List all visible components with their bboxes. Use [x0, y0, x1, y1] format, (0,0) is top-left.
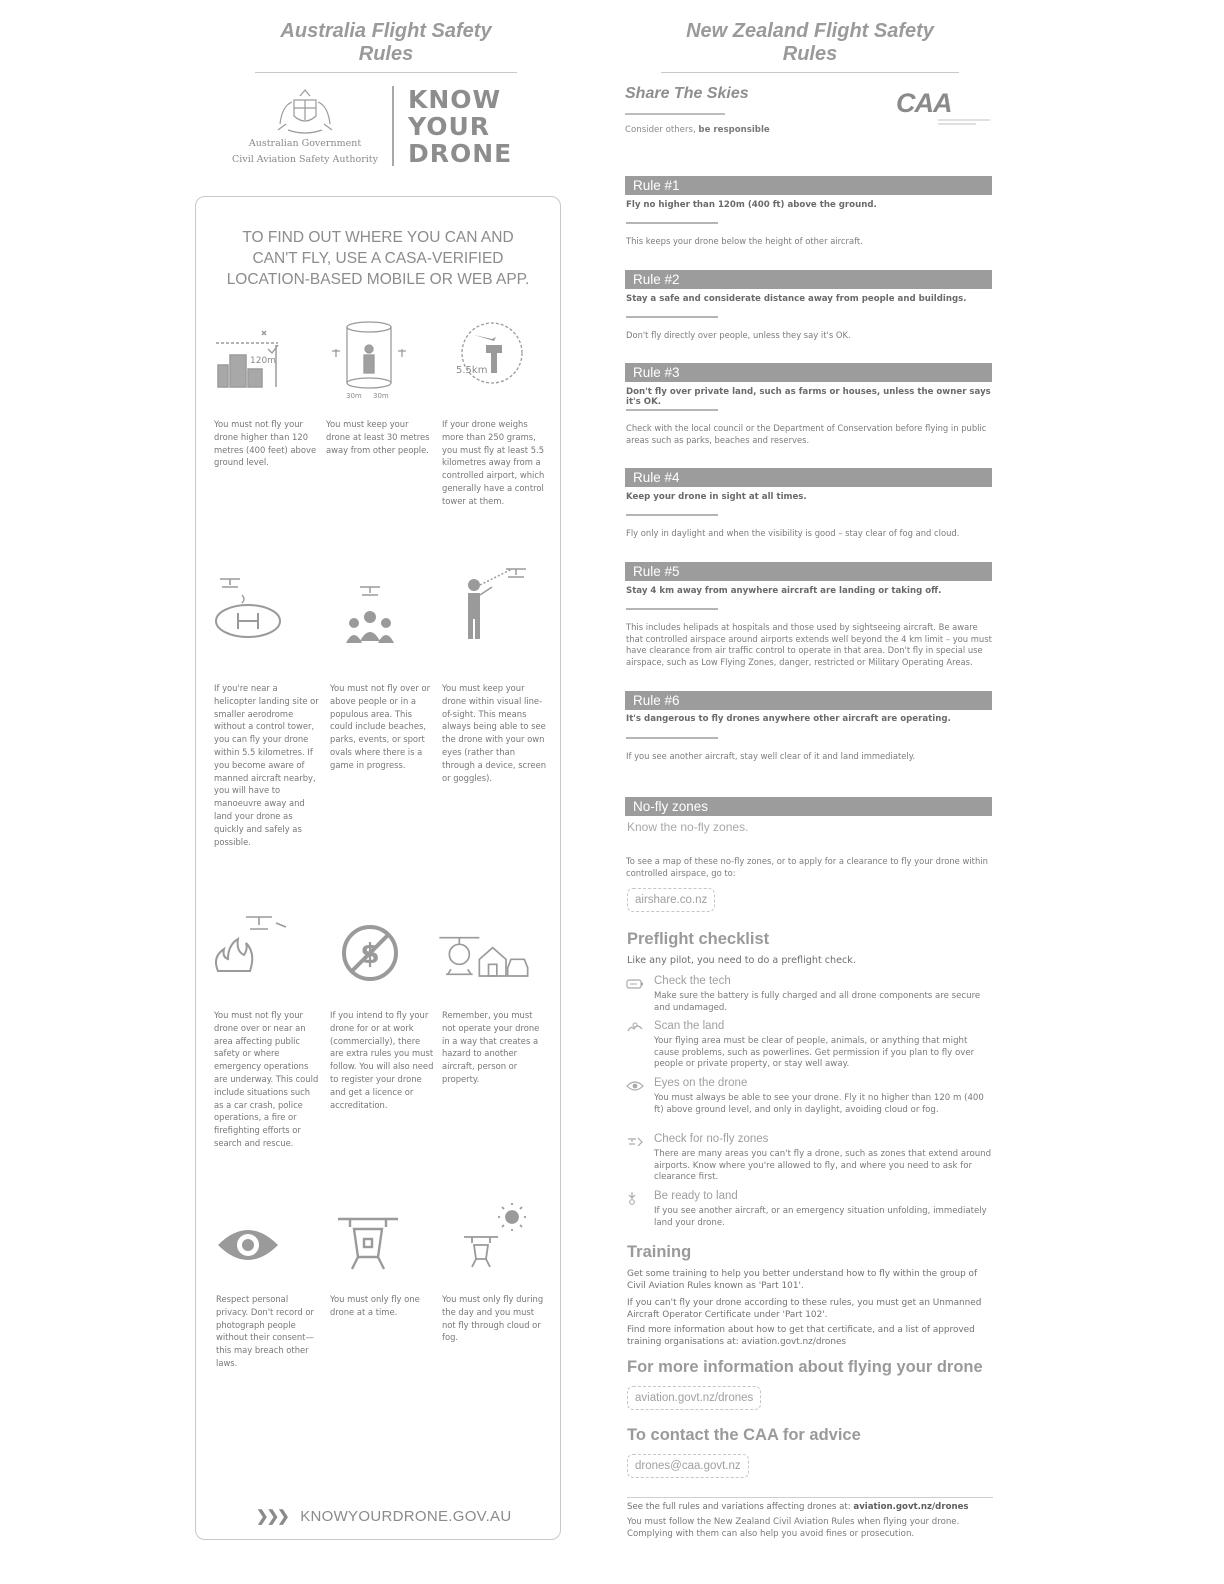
- nz-footer-divider: [627, 1497, 993, 1498]
- rule-3-body: Check with the local council or the Department of Conservation before flying in public areas such as parks, beaches and reserves.: [626, 423, 987, 445]
- share-the-skies-heading: Share The Skies: [625, 85, 749, 102]
- training-p3: Find more information about how to get that certificate, and a list of approved training organisations at: aviation.govt.nz/drones: [627, 1325, 975, 1347]
- scan-land-body: Your flying area must be clear of people, animals, or anything that might cause problems, such as powerlines. Get permission if you plan to fly over people or private property, or stay well away.: [654, 1036, 975, 1070]
- training-p1: Get some training to help you better understand how to fly within the group of Civil Aviation Rules known as 'Part 101'.: [627, 1269, 978, 1291]
- footer-link[interactable]: aviation.govt.nz/drones: [853, 1502, 969, 1512]
- scan-land-icon: [626, 1021, 644, 1035]
- logo-line-2: YOUR: [408, 112, 491, 141]
- rule-1-heading: Fly no higher than 120m (400 ft) above the ground.: [626, 200, 877, 210]
- distance-label-right: 30m: [373, 392, 389, 399]
- height-label: 120m: [250, 356, 276, 366]
- height-limit-icon: [212, 325, 312, 405]
- rule-3-heading: Don't fly over private land, such as farms or houses, unless the owner says it's OK.: [626, 387, 991, 407]
- share-underline: [625, 113, 725, 115]
- rule-6-body: If you see another aircraft, stay well clear of it and land immediately.: [626, 751, 916, 761]
- eyes-drone-body: You must always be able to see your drone. Fly it no higher than 120 m (400 ft) above ground level, and only in daylight, avoiding cloud or fog.: [654, 1093, 984, 1115]
- crowd-icon: [322, 581, 422, 661]
- footer-prefix: See the full rules and variations affecting drones at:: [627, 1502, 854, 1512]
- au-rule-5: You must not fly over or above people or in a populous area. This could include beaches, parks, events, or sport ovals where there is a game in progress.: [330, 683, 431, 770]
- rule-2-body: Don't fly directly over people, unless they say it's OK.: [626, 330, 851, 340]
- airport-distance-label: 5.5km: [456, 365, 488, 376]
- chevrons-icon: ❯❯❯: [256, 1508, 288, 1525]
- more-info-title: For more information about flying your drone: [627, 1358, 983, 1376]
- rule-4-body: Fly only in daylight and when the visibility is good – stay clear of fog and cloud.: [626, 528, 960, 538]
- eye-icon: [626, 1079, 644, 1093]
- one-drone-icon: [324, 1205, 424, 1285]
- rule-4-heading: Keep your drone in sight at all times.: [626, 492, 807, 502]
- contact-email-link[interactable]: drones@caa.govt.nz: [627, 1454, 749, 1478]
- logo-line-1: KNOW: [408, 85, 502, 114]
- contact-title: To contact the CAA for advice: [627, 1426, 861, 1444]
- ready-land-title: Be ready to land: [654, 1190, 738, 1202]
- rule-4-separator: [626, 514, 718, 516]
- casa-name: [230, 136, 380, 168]
- consider-bold: be responsible: [698, 125, 770, 135]
- rule-1-header: Rule #1: [625, 176, 992, 195]
- gov-line-2: Civil Aviation Safety Authority: [232, 154, 378, 165]
- hazard-property-icon: [436, 921, 536, 1001]
- australia-rules-panel: [195, 196, 561, 1540]
- no-fly-zones-body: To see a map of these no-fly zones, or to apply for a clearance to fly your drone within controlled airspace, go to:: [626, 856, 988, 878]
- au-rule-1: You must not fly your drone higher than 120 metres (400 feet) above ground level.: [214, 419, 317, 468]
- australia-header: [230, 82, 530, 172]
- preflight-intro: Like any pilot, you need to do a preflight check.: [627, 955, 856, 966]
- training-p2: If you can't fly your drone according to these rules, you must get an Unmanned Aircraft Operator Certificate under 'Part 102'.: [627, 1298, 982, 1320]
- no-commercial-icon: [322, 917, 422, 997]
- scan-land-title: Scan the land: [654, 1020, 725, 1032]
- caa-logo: [896, 88, 994, 136]
- nz-footer-line-2: You must follow the New Zealand Civil Aviation Rules when flying your drone. Complying with them can also help you avoid fines or prosecution.: [627, 1517, 960, 1539]
- check-tech-title: Check the tech: [654, 975, 731, 987]
- rule-2-header: Rule #2: [625, 270, 992, 289]
- find-out-heading: TO FIND OUT WHERE YOU CAN AND CAN'T FLY, USE A CASA-VERIFIED LOCATION-BASED MOBILE OR WEB APP.: [226, 229, 530, 288]
- rule-5-heading: Stay 4 km away from anywhere aircraft are landing or taking off.: [626, 586, 942, 596]
- distance-label-left: 30m: [346, 392, 362, 399]
- distance-from-people-icon: [324, 319, 424, 399]
- preflight-title: Preflight checklist: [627, 930, 770, 948]
- know-your-drone-logo: [408, 86, 512, 167]
- daylight-drone-icon: [450, 1201, 550, 1281]
- au-rule-12: You must only fly during the day and you must not fly through cloud or fog.: [442, 1294, 544, 1343]
- au-rule-6: You must keep your drone within visual line-of-sight. This means always being able to see the drone with your own eyes (rather than through a device, screen or goggles).: [442, 683, 547, 783]
- helipad-icon: [210, 569, 310, 649]
- rule-3-header: Rule #3: [625, 363, 992, 382]
- gov-line-1: Australian Government: [248, 138, 362, 149]
- aviation-link[interactable]: aviation.govt.nz/drones: [627, 1386, 761, 1410]
- rule-6-separator: [626, 737, 718, 739]
- rule-3-separator: [626, 409, 718, 411]
- logo-line-3: DRONE: [408, 139, 513, 168]
- no-fly-check-body: There are many areas you can't fly a drone, such as zones that extend around airports. Know where you're allowed to fly, and where you need to ask for clearance first.: [654, 1149, 992, 1183]
- rule-1-separator: [626, 222, 718, 224]
- drone-zone-icon: [626, 1135, 644, 1149]
- rule-2-heading: Stay a safe and considerate distance away from people and buildings.: [626, 294, 967, 304]
- check-tech-body: Make sure the battery is fully charged and all drone components are secure and undamaged.: [654, 991, 981, 1013]
- consider-prefix: Consider others,: [625, 125, 699, 135]
- new-zealand-title: New Zealand Flight Safety Rules: [661, 20, 959, 73]
- airport-distance-icon: [446, 321, 546, 401]
- coat-of-arms-icon: [270, 86, 340, 136]
- rule-4-header: Rule #4: [625, 468, 992, 487]
- no-fly-zones-subtitle: Know the no-fly zones.: [627, 820, 749, 834]
- eyes-drone-title: Eyes on the drone: [654, 1077, 748, 1089]
- ready-land-body: If you see another aircraft, or an emergency situation unfolding, immediately land your drone.: [654, 1206, 987, 1228]
- privacy-eye-icon: [206, 1205, 306, 1285]
- au-rule-11: You must only fly one drone at a time.: [330, 1294, 420, 1317]
- au-rule-8: If you intend to fly your drone for or at work (commercially), there are extra rules you must follow. You will also need to register your drone and get a licence or accreditation.: [330, 1010, 434, 1110]
- au-rule-10: Respect personal privacy. Don't record or photograph people without their consent— this may breach other laws.: [216, 1294, 314, 1368]
- au-rule-7: You must not fly your drone over or near an area affecting public safety or where emergency operations are underway. This could include situations such as a car crash, police operations, a fire or firefighting efforts or search and rescue.: [214, 1010, 319, 1148]
- airshare-link[interactable]: airshare.co.nz: [627, 888, 715, 912]
- au-rule-9: Remember, you must not operate your drone in a way that creates a hazard to another aircraft, person or property.: [442, 1010, 540, 1084]
- au-website-link[interactable]: KNOWYOURDRONE.GOV.AU: [300, 1508, 512, 1525]
- rule-1-body: This keeps your drone below the height of other aircraft.: [626, 236, 863, 246]
- header-divider: [392, 86, 394, 166]
- no-fly-zones-header: No-fly zones: [625, 797, 992, 816]
- training-title: Training: [627, 1243, 692, 1261]
- au-rule-4: If you're near a helicopter landing site or smaller aerodrome without a control tower, you can fly your drone within 5.5 kilometres. If you become aware of manned aircraft nearby, you will have to manoeuvre away and land your drone as quickly and safely as possible.: [214, 683, 319, 847]
- dollar-sign: $: [360, 937, 380, 970]
- au-rule-3: If your drone weighs more than 250 grams, you must fly at least 5.5 kilometres away from a controlled airport, which generally have a control tower at them.: [442, 419, 545, 506]
- nz-footer-line-1: [627, 1502, 993, 1512]
- rule-6-header: Rule #6: [625, 691, 992, 710]
- rule-5-separator: [626, 608, 718, 610]
- caa-logo-text: CAA: [896, 88, 952, 118]
- rule-5-body: This includes helipads at hospitals and those used by sightseeing aircraft. Be aware that controlled airspace around airports extends well beyond the 4 km limit – you must have clearance from air traffic control to operate in that area. Don't fly in special use airspace, such as Low Flying Zones, danger, restricted or Military Operating Areas.: [626, 622, 992, 667]
- battery-icon: [626, 977, 644, 991]
- line-of-sight-icon: [444, 563, 544, 643]
- rule-2-separator: [626, 316, 718, 318]
- fire-emergency-icon: [206, 909, 306, 989]
- landing-icon: [626, 1191, 644, 1205]
- rule-6-heading: It's dangerous to fly drones anywhere other aircraft are operating.: [626, 714, 951, 724]
- australia-title: Australia Flight Safety Rules: [255, 20, 517, 73]
- au-rule-2: You must keep your drone at least 30 metres away from other people.: [326, 419, 430, 455]
- no-fly-check-title: Check for no-fly zones: [654, 1133, 769, 1145]
- rule-5-header: Rule #5: [625, 562, 992, 581]
- au-website-footer[interactable]: [256, 1507, 516, 1525]
- caa-logo-lines-icon: [936, 118, 992, 128]
